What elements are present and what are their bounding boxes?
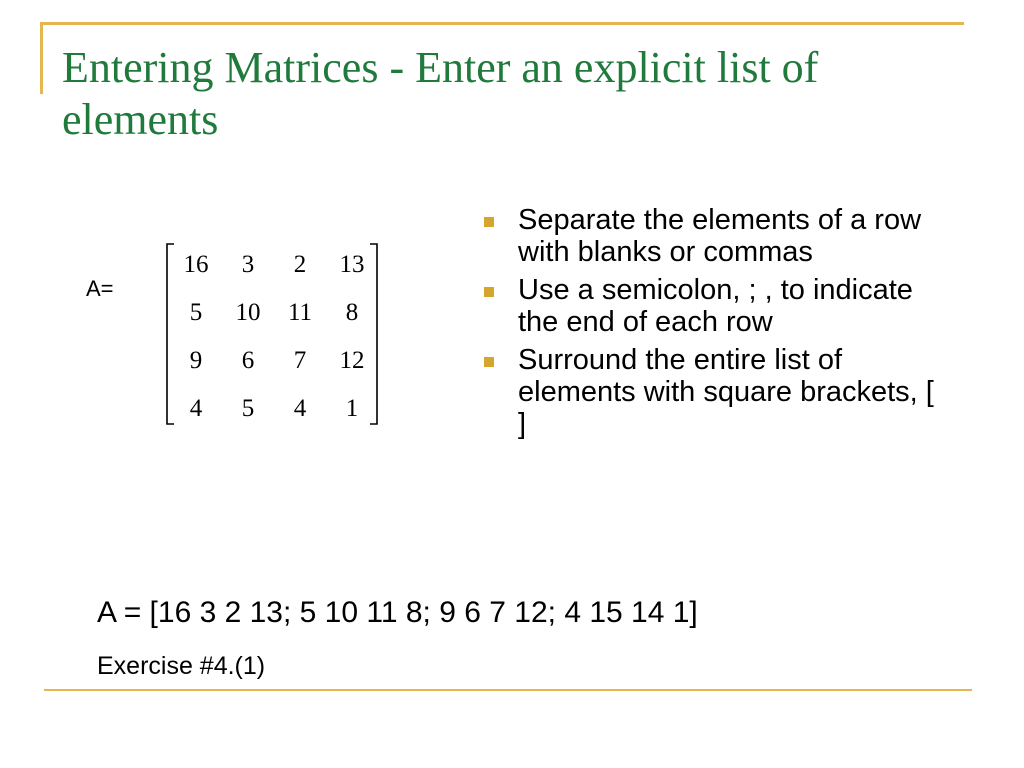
- bullet-item: [484, 204, 944, 268]
- matrix-cell: 4: [293, 395, 307, 422]
- bullet-item: [484, 344, 944, 440]
- matrix-label: A=: [86, 276, 114, 301]
- matrix-cell: 9: [189, 347, 203, 374]
- matrix-cell: 6: [241, 347, 255, 374]
- matrix: [166, 241, 378, 427]
- matrix-cell: 8: [345, 299, 359, 326]
- matrix-cell: 3: [241, 251, 255, 278]
- matrix-cell: 2: [293, 251, 307, 278]
- matrix-cell: 11: [287, 299, 313, 326]
- bullet-text: Use a semicolon, ; , to indicate the end of each row: [518, 274, 913, 338]
- matrix-cell: 5: [189, 299, 203, 326]
- matrix-grid: [170, 241, 378, 433]
- bullet-list: [484, 204, 944, 446]
- square-bullet-icon: [484, 357, 494, 367]
- exercise-label: Exercise #4.(1): [97, 652, 266, 680]
- matrix-cell: 1: [345, 395, 359, 422]
- matrix-command: A = [16 3 2 13; 5 10 11 8; 9 6 7 12; 4 15 14 1]: [97, 596, 698, 629]
- slide-frame-bottom-rule: [44, 689, 972, 691]
- matrix-cell: 5: [241, 395, 255, 422]
- square-bullet-icon: [484, 287, 494, 297]
- slide-frame-top-rule: [40, 22, 964, 25]
- matrix-cell: 13: [339, 251, 365, 278]
- matrix-cell: 16: [183, 251, 209, 278]
- matrix-cell: 7: [293, 347, 307, 374]
- matrix-cell: 4: [189, 395, 203, 422]
- matrix-cell: 12: [339, 347, 365, 374]
- bullet-text: Surround the entire list of elements with square brackets, [ ]: [518, 344, 934, 440]
- slide-frame-left-rule: [40, 22, 43, 94]
- square-bullet-icon: [484, 217, 494, 227]
- bullet-item: [484, 274, 944, 338]
- matrix-cell: 10: [235, 299, 261, 326]
- slide-title: Entering Matrices - Enter an explicit list of elements: [62, 43, 819, 144]
- bullet-text: Separate the elements of a row with blanks or commas: [518, 204, 922, 268]
